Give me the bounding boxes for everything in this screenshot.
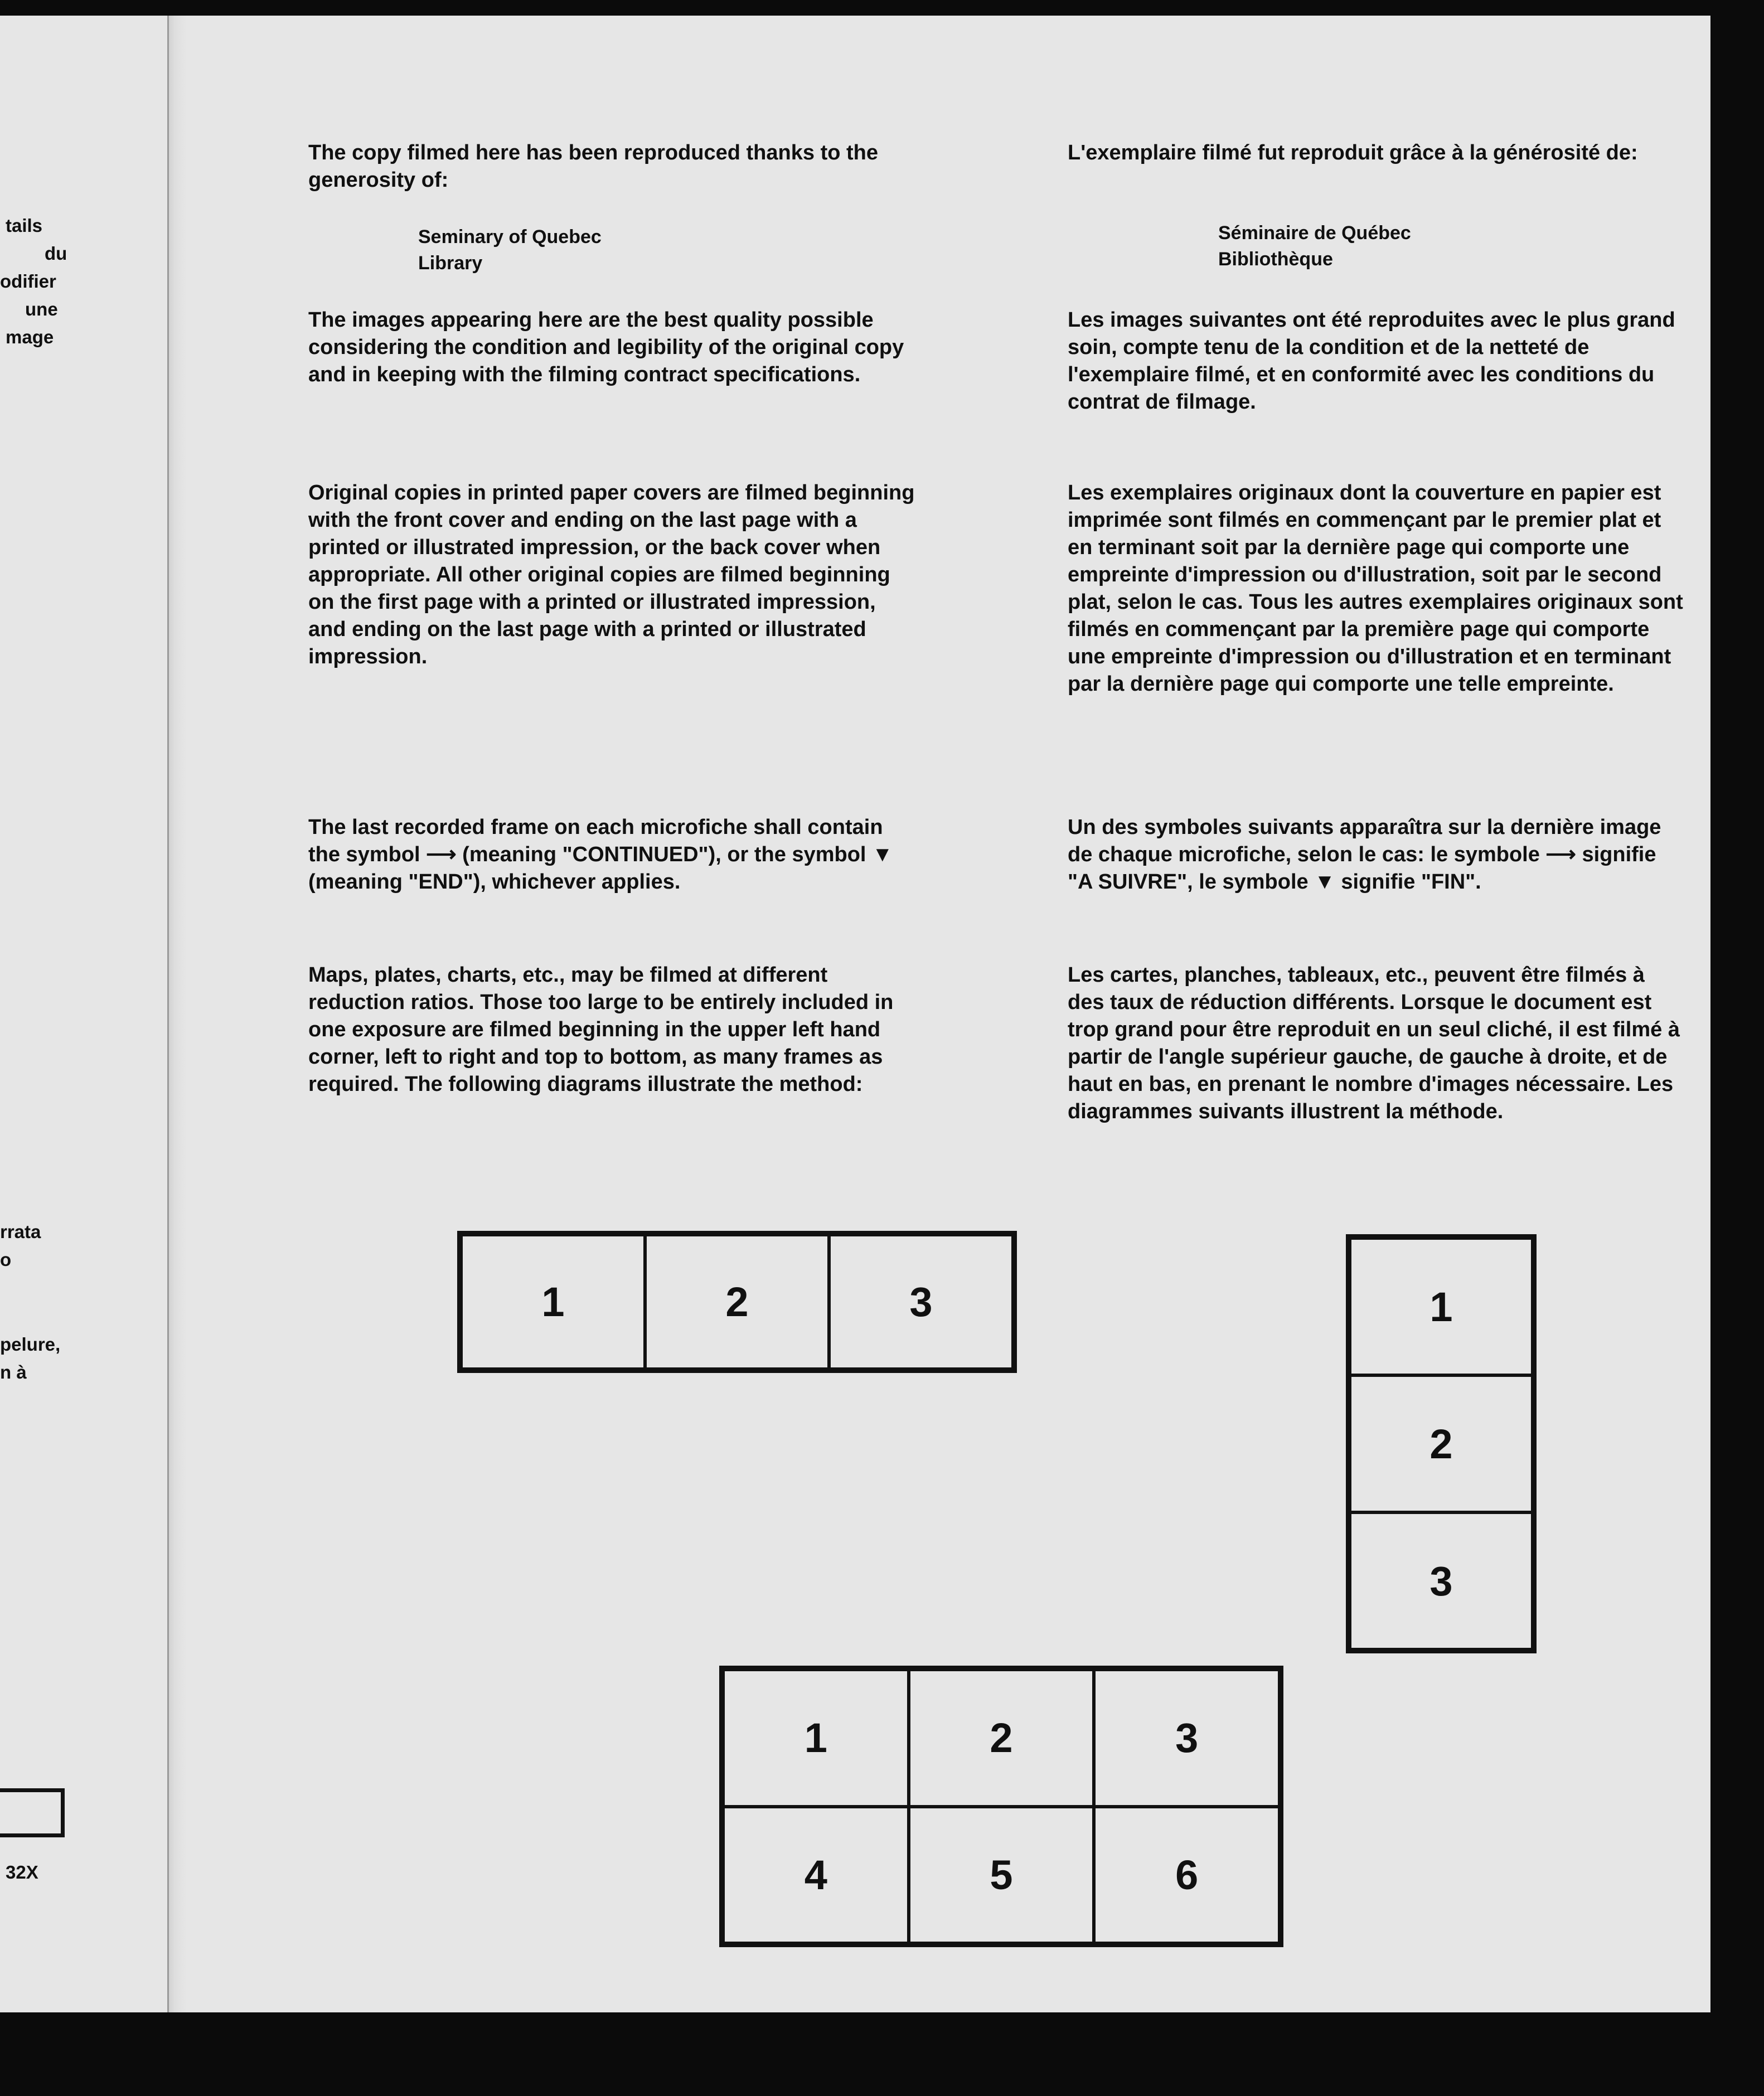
institution-name: Séminaire de Québec [1218, 222, 1411, 244]
french-maps-paragraph: Les cartes, planches, tableaux, etc., peuvent être filmés à des taux de réduction différents. Lorsque le document est trop grand pour être reproduit en un seul cliché, il est filmé à partir de l'angle supérieur gauche, de gauche à droite, et de haut en bas, en prenant le nombre d'images nécessaire. Les diagrammes suivants illustrent la méthode. [1068, 963, 1680, 1123]
frame-cell: 3 [1094, 1670, 1280, 1807]
fragment-line: pelure, [0, 1334, 61, 1355]
frame-cell: 2 [909, 1670, 1094, 1807]
institution-department: Bibliothèque [1218, 249, 1333, 270]
left-page-fragment-top [0, 212, 67, 351]
french-quality-paragraph: Les images suivantes ont été reproduites avec le plus grand soin, compte tenu de la condition et de la netteté de l'exemplaire filmé, et en conformité avec les conditions du contrat de filmage. [1068, 308, 1675, 414]
fragment-line: n à [0, 1362, 27, 1382]
frame-cell: 1 [1350, 1238, 1533, 1375]
fragment-line: tails [6, 215, 43, 236]
frame-cell: 5 [909, 1807, 1094, 1944]
left-page-fragment-mid [0, 1218, 41, 1274]
fragment-line: mage [6, 327, 54, 347]
bottom-border [0, 2012, 1764, 2096]
english-covers-paragraph: Original copies in printed paper covers are filmed beginning with the front cover and ending on the last page with a printed or illustrated impression, or the back cover when appropriate. All other original copies are filmed beginning on the first page with a printed or illustrated impression, and ending on the last page with a printed or illustrated impression. [308, 481, 915, 668]
fragment-line: rrata [0, 1221, 41, 1242]
english-quality-paragraph: The images appearing here are the best quality possible considering the condition and legibility of the original copy and in keeping with the filming contract specifications. [308, 308, 904, 386]
fragment-line: odifier [0, 271, 56, 292]
french-intro: L'exemplaire filmé fut reproduit grâce à la générosité de: [1068, 141, 1638, 164]
frame-cell: 1 [461, 1235, 645, 1369]
english-intro: The copy filmed here has been reproduced thanks to the generosity of: [308, 141, 878, 192]
fragment-line: du [45, 243, 67, 264]
french-symbols-paragraph: Un des symboles suivants apparaîtra sur la dernière image de chaque microfiche, selon le cas: le symbole ⟶ signifie "A SUIVRE", le symbole ▼ signifie "FIN". [1068, 816, 1661, 894]
fragment-line: o [0, 1249, 12, 1270]
diagram-vertical [1346, 1234, 1537, 1653]
diagram-grid [719, 1666, 1283, 1947]
french-covers-paragraph: Les exemplaires originaux dont la couverture en papier est imprimée sont filmés en commençant par le premier plat et en terminant soit par la dernière page qui comporte une empreinte d'impression ou d'illustration, soit par le second plat, selon le cas. Tous les autres exemplaires originaux sont filmés en commençant par la première page qui comporte une empreinte d'impression ou d'illustration et en terminant par la dernière page qui comporte une telle empreinte. [1068, 481, 1683, 696]
frame-cell: 2 [645, 1235, 829, 1369]
frame-cell: 3 [829, 1235, 1013, 1369]
english-symbols-paragraph: The last recorded frame on each microfiche shall contain the symbol ⟶ (meaning "CONTINUED"), or the symbol ▼ (meaning "END"), whichever applies. [308, 816, 893, 894]
page-fold-line [167, 16, 169, 2012]
french-institution [1218, 220, 1411, 273]
left-scale-box [0, 1788, 65, 1837]
institution-department: Library [418, 253, 483, 274]
page-fold-shadow [167, 16, 186, 2012]
frame-cell: 2 [1350, 1375, 1533, 1512]
english-maps-paragraph: Maps, plates, charts, etc., may be filmed at different reduction ratios. Those too large to be entirely included in one exposure are filmed beginning in the upper left hand corner, left to right and top to bottom, as many frames as required. The following diagrams illustrate the method: [308, 963, 894, 1096]
scale-label: 32X [6, 1862, 38, 1882]
fragment-line: une [25, 299, 58, 319]
diagram-horizontal [457, 1231, 1017, 1373]
frame-cell: 4 [723, 1807, 909, 1944]
frame-cell: 1 [723, 1670, 909, 1807]
frame-cell: 3 [1350, 1512, 1533, 1649]
institution-name: Seminary of Quebec [418, 226, 602, 248]
left-page-fragment-low [0, 1331, 60, 1386]
top-border [0, 0, 1764, 16]
english-institution [418, 224, 602, 276]
frame-cell: 6 [1094, 1807, 1280, 1944]
